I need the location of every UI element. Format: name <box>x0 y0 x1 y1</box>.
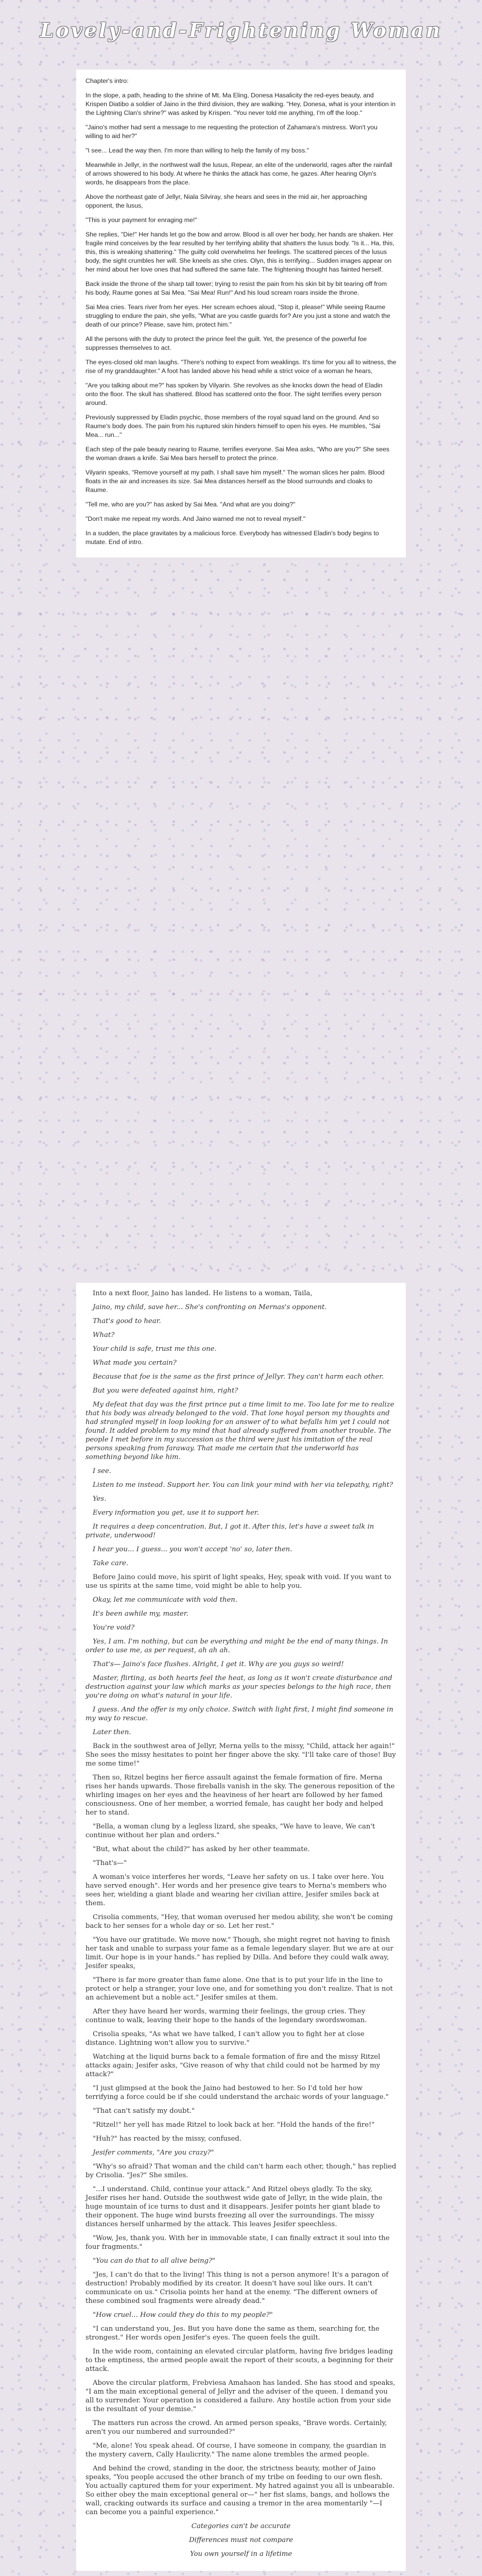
story-paragraph: Watching at the liquid burns back to a female formation of fire and the missy Ritzel attacks again; Jesifer asks, "Give reason of why that child could not be harmed by my attack?" <box>85 2053 381 2078</box>
story-paragraph: It's been awhile my, master. <box>93 1610 188 1618</box>
story-paragraph: That's good to hear. <box>93 1317 161 1325</box>
story-paragraph: That's— Jaino's face flushes. Alright, I get it. Why are you guys so weird! <box>93 1660 344 1668</box>
story-paragraph: "Jes, I can't do that to the living! This thing is not a person anymore! It's a paragon of destruction! Probably modified by its creator. It doesn't have soul like ours. It can't communicate on us." Crisolia points her hand at the enemy. "The different owners of these combined soul fragments were already dead." <box>85 2271 389 2305</box>
story-paragraph: In the wide room, containing an elevated circular platform, having five bridges leading to the emptiness, the armed people await the report of their scouts, a beginning for their attack. <box>85 2348 393 2373</box>
story-paragraph: The matters run across the crowd. An armed person speaks, "Brave words. Certainly, aren't you our numbered and surrounded?" <box>85 2419 387 2436</box>
story-paragraph: My defeat that day was the first prince put a time limit to me. Too late for me to realize that his body was already belonged to the void. That lone hoyal person my thoughts and had strangled myself in loop looking for an answer of to what befalls him yet I could not found. It added problem to my mind that had already suffered from another trouble. The people I met before in my succession as the third were just his imitation of the real persons speaking from faraway. That made me certain that the underworld has something beyond like him. <box>85 1401 394 1461</box>
story-paragraph: "Me, alone! You speak ahead. Of course, I have someone in company, the guardian in the mystery cavern, Cally Haulicrity." The name alone trembles the armed people. <box>85 2442 386 2459</box>
story-paragraph: Jesifer comments, "Are you crazy?" <box>93 2149 214 2157</box>
story-paragraph: Your child is safe, trust me this one. <box>93 1345 217 1353</box>
story-paragraph: "You can do that to all alive being?" <box>93 2257 216 2265</box>
story-paragraph: Before Jaino could move, his spirit of light speaks, Hey, speak with void. If you want to use us spirits at the same time, void might be able to help you. <box>85 1573 391 1590</box>
story-paragraph: "But, what about the child?" has asked by her other teammate. <box>93 1845 310 1853</box>
intro-paragraph: "Are you talking about me?" has spoken by Vilyarin. She revolves as she knocks down the head of Eladin onto the floor. The skull has shattered. Blood has scattered onto the floor. The sight terrifies every person around. <box>85 382 383 406</box>
intro-paragraph: All the persons with the duty to protect the prince feel the guilt. Yet, the presence of the powerful foe suppresses themselves to act. <box>85 335 367 351</box>
story-paragraph: Master, flirting, as both hearts feel the heat, as long as it won't create disturbance and destruction against your law which marks as your species belongs to the high race, then you're doing on what's natural in your life. <box>85 1674 392 1700</box>
separator-line: You own yourself in a lifetime <box>190 2550 292 2558</box>
separator-line: Differences must not compare <box>188 2536 294 2544</box>
story-paragraph: Every information you get, use it to support her. <box>93 1509 259 1517</box>
story-paragraph: Okay, let me communicate with void then. <box>93 1596 237 1604</box>
story-paragraph: "There is far more greater than fame alone. One that is to put your life in the line to protect or help a stranger, your love one, and for something you don't realize. That is not an achievement but a noble act." Jesifer smiles at them. <box>85 1976 393 2002</box>
intro-paragraph: Sai Mea cries. Tears river from her eyes. Her scream echoes aloud, "Stop it, please!" While seeing Raume struggling to endure the pain, she yells, "What are you castle guards for? Are you just a stone and watch the death of our prince? Please, save him, protect him." <box>85 303 390 328</box>
story-paragraph: Back in the southwest area of Jellyr, Merna yells to the missy, "Child, attack her again!" She sees the missy hesitates to point her finger above the sky. "I'll take care of those! Buy me some time!" <box>85 1742 396 1768</box>
intro-paragraph: In the slope, a path, heading to the shrine of Mt. Ma Eling, Donesa Hasalicity the red-eyes beauty, and Krispen Diatibo a soldier of Jaino in the third division, they are walking. "Hey, Donesa, what is your intention in the Lightning Clan's shrine?" was asked by Krispen. "You never told me anything, I'm off the loop." <box>85 92 395 116</box>
story-paragraph: "...I understand. Child, continue your attack." And Ritzel obeys gladly. To the sky, Jesifer rises her hand. Outside the southwest wide gate of Jellyr, in the wide plain, the huge mountain of ice turns to dust and it disappears. Jesifer points her giant blade to their opponent. The huge wind bursts freezing all over the surroundings. The missy distances herself unharmed by the attack. This leaves Jesifer speechless. <box>85 2185 383 2228</box>
intro-paragraph: Back inside the throne of the sharp tall tower; trying to resist the pain from his skin bit by bit tearing off from his body, Raume gones at Sai Mea. "Sai Mea! Run!" And his loud scream roars inside the throne. <box>85 280 387 296</box>
story-paragraph: Crisolia speaks, "As what we have talked, I can't allow you to fight her at close distance. Lightning won't allow you to survive." <box>85 2030 365 2047</box>
story-paragraph: And behind the crowd, standing in the door, the strictness beauty, mother of Jaino speaks, "You people accused the other branch of my tribe on feeding to our own flesh. You actually captured them for your experiment. My hatred against you all is unbearable. So either obey the main exceptional general or—" her fist slams, bangs, and hollows the wall, cracking outwards its surface and causing a tremor in the area momentarily "—I can become you a painful experience." <box>85 2465 395 2516</box>
story-paragraph: Listen to me instead. Support her. You can link your mind with her via telepathy, right? <box>93 1481 393 1489</box>
story-paragraph: A woman's voice interferes her words, "Leave her safety on us. I take over here. You have served enough". Her words and her presence give tears to Merna's members who sees her, wielding a giant blade and wearing her civilian attire, Jesifer smiles back at them. <box>85 1873 387 1907</box>
intro-paragraph: "Jaino's mother had sent a message to me requesting the protection of Zahamara's mistress. Won't you willing to aid her?" <box>85 124 378 140</box>
intro-paragraph: Chapter's intro: <box>85 77 129 84</box>
intro-paragraph: "Tell me, who are you?" has asked by Sai Mea. "And what are you doing?" <box>85 501 296 508</box>
story-paragraph: "That's—" <box>93 1859 127 1867</box>
story-paragraph: Later then. <box>93 1728 131 1736</box>
intro-paragraph: She replies, "Die!" Her hands let go the bow and arrow. Blood is all over her body, her hands are shaken. Her fragile mind conceives by the fear resulted by her terrifying ability that shatters the lusus body. "Is it... Ha, this, this, this is wreaking shattering." The guilty cold overwhelms her feelings. The scattered pieces of the lusus body, the sight crumbles her will. She kneels as she cries. Olyn, this is terrifying... Sudden images appear on her mind about her love ones that had suffered the same fate. The frightening thought has fainted herself. <box>85 231 394 273</box>
intro-paragraph: "I see... Lead the way then. I'm more than willing to help the family of my boss." <box>85 147 309 154</box>
story-paragraph: Above the circular platform, Frebviesa Amahaon has landed. She has stood and speaks, "I am the main exceptional general of Jellyr and the adviser of the queen. I demand you all to surrender. Your operation is considered a failure. Any hostile action from your side is the resultant of your demise." <box>85 2379 395 2413</box>
story-paragraph: I see. <box>93 1467 111 1475</box>
story-paragraph: "Huh?" has reacted by the missy, confused. <box>93 2135 242 2143</box>
chapter-intro-panel <box>76 70 406 557</box>
intro-paragraph: In a sudden, the place gravitates by a malicious force. Everybody has witnessed Eladin's body begins to mutate. End of intro. <box>85 530 379 546</box>
story-paragraph: Into a next floor, Jaino has landed. He listens to a woman, Taila, <box>93 1290 313 1297</box>
title-area <box>0 0 482 41</box>
story-paragraph: "Ritzel!" her yell has made Ritzel to look back at her. "Hold the hands of the fire!" <box>93 2121 375 2129</box>
intro-paragraph: Each step of the pale beauty nearing to Raume, terrifies everyone. Sai Mea asks, "Who are you?" She sees the woman draws a knife. Sai Mea bars herself to protect the prince. <box>85 446 390 462</box>
story-paragraph: Jaino, my child, save her... She's confronting on Mernas's opponent. <box>93 1303 327 1311</box>
story-paragraph: But you were defeated against him, right? <box>93 1387 238 1395</box>
story-paragraph: What made you certain? <box>93 1359 177 1367</box>
story-paragraph: Take care. <box>93 1560 129 1567</box>
page-title: Lovely-and-Frightening Woman <box>40 19 442 42</box>
intro-paragraph: "This is your payment for enraging me!" <box>85 216 197 224</box>
story-paragraph: "I just glimpsed at the book the Jaino had bestowed to her. So I'd told her how terrifying a force could be if she could understand the archaic words of your language." <box>85 2084 389 2101</box>
intro-paragraph: Vilyarin speaks, "Remove yourself at my path. I shall save him myself." The woman slices her palm. Blood floats in the air and increases its size. Sai Mea distances herself as the blood surrounds and cloaks to Raume. <box>85 469 385 494</box>
story-paragraph: Yes, I am. I'm nothing, but can be everything and might be the end of many things. In order to use me, as per request, ah ah ah. <box>85 1638 388 1654</box>
story-paragraph: Yes. <box>93 1495 107 1503</box>
intro-paragraph: "Don't make me repeat my words. And Jaino warned me not to reveal myself." <box>85 515 306 522</box>
intro-paragraph: The eyes-closed old man laughs. "There's nothing to expect from weaklings. It's time for you all to witness, the rise of my granddaughter." A foot has landed above his head while a strict voice of a woman he hears, <box>85 359 397 375</box>
intro-paragraph: Previously suppressed by Eladin psychic, those members of the royal squad land on the ground. And so Raume's body does. The pain from his ruptured skin hinders himself to open his eyes. He mumbles, "Sai Mea... run..." <box>85 414 381 438</box>
intro-paragraph: Above the northeast gate of Jellyr, Niala Silviray, she hears and sees in the mid air, her approaching opponent, the lusus, <box>85 193 367 209</box>
story-paragraph: After they have heard her words, warming their feelings, the group cries. They continue to walk, leaving their hope to the hands of the legendary swordswoman. <box>85 2008 367 2024</box>
story-paragraph: "Why's so afraid? That woman and the child can't harm each other, though," has replied by Crisolia. "Jes?" She smiles. <box>85 2163 397 2179</box>
separator-line: Categories can't be accurate <box>191 2522 291 2530</box>
story-paragraph: It requires a deep concentration. But, I got it. After this, let's have a sweet talk in private, underwood! <box>85 1523 374 1539</box>
story-paragraph: "How cruel... How could they do this to my people?" <box>93 2311 273 2319</box>
story-paragraph: I guess. And the offer is my only choice. Switch with light first, I might find someone in my way to rescue. <box>85 1706 393 1722</box>
intro-paragraph: Meanwhile in Jellyr, in the northwest wall the lusus, Repear, an elite of the underworld, rages after the rainfall of arrows showered to his body. At where he thinks the attack has come, he gazes. After hearing Olyn's words, he disappears from the place. <box>85 161 392 186</box>
story-paragraph: Then so, Ritzel begins her fierce assault against the female formation of fire. Merna rises her hands upwards. Those fireballs vanish in the sky. The generous reposition of the whirling images on her eyes and the heaviness of her heart are followed by her famed consciousness. One of her member, a worried female, has caught her body and helped her to stand. <box>85 1774 395 1817</box>
story-panel <box>76 1283 406 2571</box>
story-paragraph: "That can't satisfy my doubt." <box>93 2107 195 2115</box>
story-paragraph: "Wow, Jes, thank you. With her in immovable state, I can finally extract it soul into the four fragments." <box>85 2234 390 2251</box>
story-paragraph: "Bella, a woman clung by a legless lizard, she speaks, "We have to leave, We can't continue without her plan and orders." <box>85 1823 375 1839</box>
story-paragraph: I hear you... I guess... you won't accept 'no' so, later then. <box>93 1546 292 1553</box>
story-paragraph: What? <box>93 1331 115 1339</box>
story-paragraph: "I can understand you, Jes. But you have done the same as them, searching for, the strongest." Her words open Jesifer's eyes. The queen feels the guilt. <box>85 2325 380 2342</box>
story-paragraph: "You have our gratitude. We move now." Though, she might regret not having to finish her task and unable to surpass your fame as a female legendary slayer. But we are at our limit. Our hope is in your hands." has replied by Dilla. And before they could walk away, Jesifer speaks, <box>85 1936 393 1970</box>
story-paragraph: Crisolia comments, "Hey, that woman overused her medou ability, she won't be coming back to her senses for a whole day or so. Let her rest." <box>85 1913 393 1930</box>
story-paragraph: You're void? <box>93 1624 135 1632</box>
story-paragraph: Because that foe is the same as the first prince of Jellyr. They can't harm each other. <box>93 1373 384 1381</box>
